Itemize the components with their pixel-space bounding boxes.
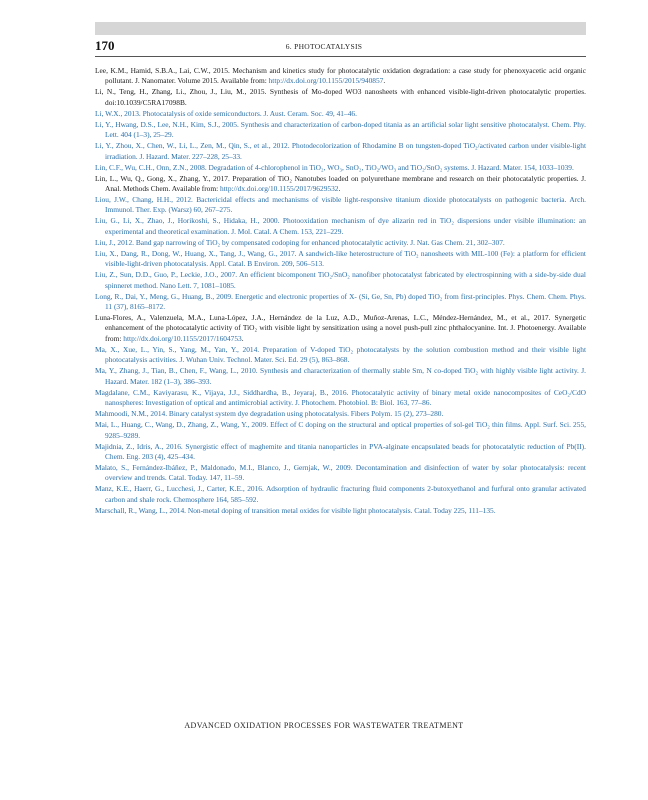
reference-item: Luna-Flores, A., Valenzuela, M.A., Luna-López, J.A., Hernández de la Luz, A.D., Muñoz-Arenas, L.C., Méndez-Hernández, M., et al., 2017. Synergetic enhancement of the photocatalytic activity of TiO₂ with visible light by sensitization using a novel push-pull zinc phthalocyanine. Int. J. Photoenergy. Available from: http://dx.doi.org/10.1155/2017/1604753.	[95, 313, 586, 343]
reference-item: Lin, L., Wu, Q., Gong, X., Zhang, Y., 2017. Preparation of TiO₂ Nanotubes loaded on polyurethane membrane and research on their photocatalytic properties. J. Anal. Methods Chem. Available from: http://dx.doi.org/10.1155/2017/9629532.	[95, 173, 586, 194]
doi-link[interactable]: http://dx.doi.org/10.1155/2017/1604753	[123, 333, 242, 343]
reference-item[interactable]: Liu, X., Dang, R., Dong, W., Huang, X., Tang, J., Wang, G., 2017. A sandwich-like heterostructure of TiO₂ nanosheets with MIL-100 (Fe): a platform for efficient visible-light-driven photocatalysis. Appl. Catal. B Environ. 209, 506–513.	[95, 248, 586, 269]
reference-item[interactable]: Ma, Y., Zhang, J., Tian, B., Chen, F., Wang, L., 2010. Synthesis and characterization of thermally stable Sm, N co-doped TiO₂ with highly visible light activity. J. Hazard. Mater. 182 (1–3), 386–393.	[95, 366, 586, 386]
reference-item[interactable]: Magdalane, C.M., Kaviyarasu, K., Vijaya, J.J., Siddhardha, B., Jeyaraj, B., 2016. Photocatalytic activity of binary metal oxide nanocomposites of CeO₂/CdO nanospheres: Investigation of optical and antimicrobial activity. J. Photochem. Photobiol. B: Biol. 163, 77–86.	[95, 387, 586, 408]
reference-item[interactable]: Long, R., Dai, Y., Meng, G., Huang, B., 2009. Energetic and electronic properties of X- (Si, Ge, Sn, Pb) doped TiO₂ from first-principles. Phys. Chem. Chem. Phys. 11 (37), 8165–8172.	[95, 291, 586, 312]
reference-item[interactable]: Lin, C.F., Wu, C.H., Onn, Z.N., 2008. Degradation of 4-chlorophenol in TiO₂, WO₃, SnO₂, TiO₂/WO₃ and TiO₂/SnO₂ systems. J. Hazard. Mater. 154, 1033–1039.	[95, 162, 574, 172]
reference-item: Li, N., Teng, H., Zhang, Li., Zhou, J., Liu, M., 2015. Synthesis of Mo-doped WO3 nanosheets with enhanced visible-light-driven photocatalytic properties. doi:10.1039/C5RA17098B.	[95, 87, 586, 107]
reference-item[interactable]: Li, Y., Zhou, X., Chen, W., Li, L., Zen, M., Qin, S., et al., 2012. Photodecolorization of Rhodamine B on tungsten-doped TiO₂/activated carbon under visible-light irradiation. J. Hazard. Mater. 227–228, 25–33.	[95, 141, 586, 161]
reference-list	[95, 66, 586, 517]
reference-item[interactable]: Malato, S., Fernández-Ibáñez, P., Maldonado, M.I., Blanco, J., Gernjak, W., 2009. Decontamination and disinfection of water by solar photocatalysis: recent overview and trends. Catal. Today. 147, 11–59.	[95, 462, 586, 483]
doi-link[interactable]: http://dx.doi.org/10.1155/2017/9629532	[220, 184, 339, 194]
header-rule	[95, 56, 586, 57]
reference-item[interactable]: Liu, G., Li, X., Zhao, J., Horikoshi, S., Hidaka, H., 2000. Photooxidation mechanism of dye alizarin red in TiO₂ dispersions under visible illumination: an experimental and theoretical examination. J. Mol. Catal. A Chem. 153, 221–229.	[95, 216, 586, 236]
reference-item[interactable]: Marschall, R., Wang, L., 2014. Non-metal doping of transition metal oxides for visible light photocatalysis. Catal. Today 225, 111–135.	[95, 505, 496, 515]
reference-item[interactable]: Majidnia, Z., Idris, A., 2016. Synergistic effect of maghemite and titania nanoparticles in PVA-alginate encapsulated beads for photocatalytic reduction of Pb(II). Chem. Eng. 203 (4), 425–434.	[95, 441, 586, 461]
reference-item[interactable]: Li, W.X., 2013. Photocatalysis of oxide semiconductors. J. Aust. Ceram. Soc. 49, 41–46.	[95, 108, 357, 118]
reference-item[interactable]: Manz, K.E., Haerr, G., Lucchesi, J., Carter, K.E., 2016. Adsorption of hydraulic fracturing fluid components 2-butoxyethanol and furfural onto granular activated carbon and shale rock. Chemosphere 164, 585–592.	[95, 484, 586, 504]
reference-item[interactable]: Mai, L., Huang, C., Wang, D., Zhang, Z., Wang, Y., 2009. Effect of C doping on the structural and optical properties of sol-gel TiO₂ thin films. Appl. Surf. Sci. 255, 9285–9289.	[95, 420, 586, 440]
reference-item[interactable]: Liu, Z., Sun, D.D., Guo, P., Leckie, J.O., 2007. An efficient bicomponent TiO₂/SnO₂ nanofiber photocatalyst fabricated by electrospinning with a side-by-side dual spinneret method. Nano Lett. 7, 1081–1085.	[95, 270, 586, 290]
reference-item[interactable]: Li, Y., Hwang, D.S., Lee, N.H., Kim, S.J., 2005. Synthesis and characterization of carbon-doped titania as an artificial solar light sensitive photocatalyst. Chem. Phy. Lett. 404 (1–3), 25–29.	[95, 119, 586, 140]
reference-item: Lee, K.M., Hamid, S.B.A., Lai, C.W., 2015. Mechanism and kinetics study for photocatalytic oxidation degradation: a case study for phenoxyacetic acid organic pollutant. J. Nanomater. Volume 2015. Available from: http://dx.doi.org/10.1155/2015/940857.	[95, 66, 586, 86]
reference-item[interactable]: Ma, X., Xue, L., Yin, S., Yang, M., Yan, Y., 2014. Preparation of V-doped TiO₂ photocatalysts by the solution combustion method and their visible light photocatalysis activities. J. Wuhan Univ. Technol. Mater. Sci. Ed. 29 (5), 863–868.	[95, 344, 586, 365]
running-head: 6. PHOTOCATALYSIS	[285, 42, 363, 51]
reference-item[interactable]: Mahmoodi, N.M., 2014. Binary catalyst system dye degradation using photocatalysis. Fibers Polym. 15 (2), 273–280.	[95, 409, 444, 419]
header-band	[95, 22, 586, 35]
page-number: 170	[95, 38, 115, 53]
doi-link[interactable]: http://dx.doi.org/10.1155/2015/940857	[268, 76, 384, 86]
book-title-footer: ADVANCED OXIDATION PROCESSES FOR WASTEWATER TREATMENT	[184, 721, 464, 730]
reference-item[interactable]: Liou, J.W., Chang, H.H., 2012. Bactericidal effects and mechanisms of visible light-responsive titanium dioxide photocatalysts on pathogenic bacteria. Arch. Immunol. Ther. Exp. (Warsz) 60, 267–275.	[95, 195, 586, 215]
reference-item[interactable]: Liu, J., 2012. Band gap narrowing of TiO₂ by compensated codoping for enhanced photocatalytic activity. J. Nat. Gas Chem. 21, 302–307.	[95, 237, 505, 247]
